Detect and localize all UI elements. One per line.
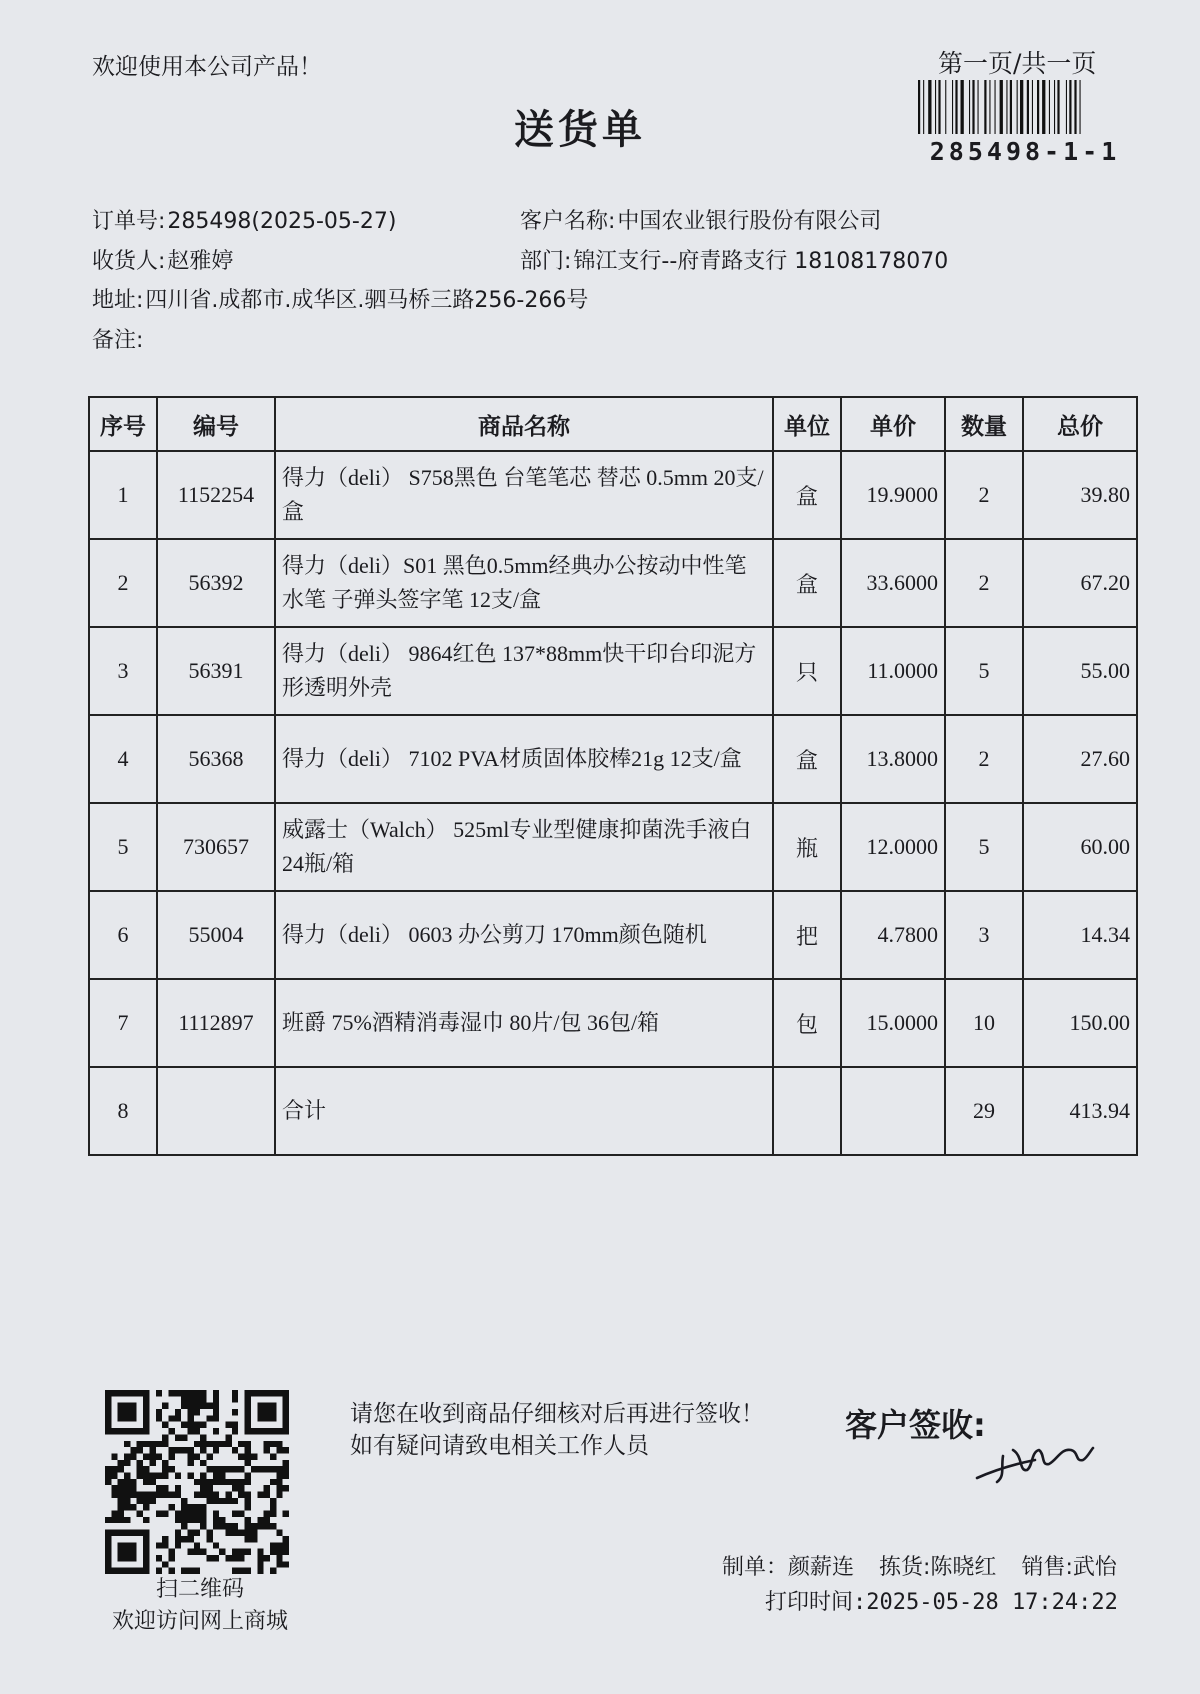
cell-code: 56368 bbox=[157, 715, 275, 803]
staff-line bbox=[722, 1550, 1135, 1581]
cell-unit: 把 bbox=[773, 891, 841, 979]
header-unit-price: 单价 bbox=[841, 397, 945, 451]
cell-total-quantity: 29 bbox=[945, 1067, 1023, 1155]
cell-index: 4 bbox=[89, 715, 157, 803]
cell-index: 5 bbox=[89, 803, 157, 891]
receiver-field bbox=[92, 244, 233, 275]
address-label: 地址: bbox=[92, 288, 144, 313]
cell-product-name: 得力（deli）S01 黑色0.5mm经典办公按动中性笔水笔 子弹头签字笔 12支/盒 bbox=[275, 539, 773, 627]
cell-unit: 瓶 bbox=[773, 803, 841, 891]
cell-code: 56392 bbox=[157, 539, 275, 627]
cell-total-price: 27.60 bbox=[1023, 715, 1137, 803]
page-number: 第一页/共一页 bbox=[938, 49, 1097, 78]
remark-label: 备注: bbox=[92, 328, 144, 353]
barcode-number: 285498-1-1 bbox=[929, 137, 1121, 166]
cell-unit-price: 15.0000 bbox=[841, 979, 945, 1067]
cell-unit: 只 bbox=[773, 627, 841, 715]
cell-unit-price: 11.0000 bbox=[841, 627, 945, 715]
table-row bbox=[89, 451, 1137, 539]
cell-product-name: 威露士（Walch） 525ml专业型健康抑菌洗手液白 24瓶/箱 bbox=[275, 803, 773, 891]
handwritten-signature bbox=[975, 1420, 1095, 1490]
cell-unit: 盒 bbox=[773, 715, 841, 803]
customer-name-field bbox=[520, 204, 881, 235]
cell-code: 55004 bbox=[157, 891, 275, 979]
barcode-image bbox=[918, 80, 1130, 134]
cell-product-name: 得力（deli） 7102 PVA材质固体胶棒21g 12支/盒 bbox=[275, 715, 773, 803]
table-row bbox=[89, 979, 1137, 1067]
cell-index: 3 bbox=[89, 627, 157, 715]
department-field bbox=[520, 244, 948, 275]
cell-grand-total: 413.94 bbox=[1023, 1067, 1137, 1155]
remark-field bbox=[92, 323, 145, 354]
cell-quantity: 2 bbox=[945, 451, 1023, 539]
qr-caption-visit: 欢迎访问网上商城 bbox=[111, 1608, 288, 1634]
cell-product-name: 得力（deli） S758黑色 台笔笔芯 替芯 0.5mm 20支/盒 bbox=[275, 451, 773, 539]
items-table bbox=[88, 396, 1138, 1156]
cell-quantity: 10 bbox=[945, 979, 1023, 1067]
cell-index: 2 bbox=[89, 539, 157, 627]
cell-unit bbox=[773, 1067, 841, 1155]
table-header-row bbox=[89, 397, 1137, 451]
greeting-text: 欢迎使用本公司产品！ bbox=[92, 54, 322, 80]
cell-code: 730657 bbox=[157, 803, 275, 891]
picked-by: 拣货:陈晓红 bbox=[879, 1555, 997, 1580]
made-by: 制单：颜薪连 bbox=[722, 1555, 855, 1580]
sales-person: 销售:武怡 bbox=[1021, 1555, 1117, 1580]
department-label: 部门: bbox=[520, 249, 572, 274]
cell-total-price: 55.00 bbox=[1023, 627, 1137, 715]
cell-total-price: 14.34 bbox=[1023, 891, 1137, 979]
cell-total-price: 60.00 bbox=[1023, 803, 1137, 891]
table-row bbox=[89, 539, 1137, 627]
document-title: 送货单 bbox=[514, 107, 646, 153]
cell-total-price: 150.00 bbox=[1023, 979, 1137, 1067]
cell-unit: 包 bbox=[773, 979, 841, 1067]
customer-signature-label: 客户签收: bbox=[845, 1406, 986, 1444]
order-number-field bbox=[92, 204, 396, 235]
cell-unit: 盒 bbox=[773, 539, 841, 627]
customer-name-label: 客户名称: bbox=[520, 209, 616, 234]
cell-total-price: 39.80 bbox=[1023, 451, 1137, 539]
cell-index: 8 bbox=[89, 1067, 157, 1155]
cell-quantity: 2 bbox=[945, 539, 1023, 627]
table-row bbox=[89, 715, 1137, 803]
header-code: 编号 bbox=[157, 397, 275, 451]
table-row bbox=[89, 803, 1137, 891]
cell-unit-price bbox=[841, 1067, 945, 1155]
cell-quantity: 5 bbox=[945, 627, 1023, 715]
cell-product-name: 得力（deli） 0603 办公剪刀 170mm颜色随机 bbox=[275, 891, 773, 979]
address-value: 四川省.成都市.成华区.驷马桥三路256-266号 bbox=[145, 288, 589, 313]
cell-unit-price: 13.8000 bbox=[841, 715, 945, 803]
cell-unit-price: 4.7800 bbox=[841, 891, 945, 979]
cell-code: 1152254 bbox=[157, 451, 275, 539]
cell-code bbox=[157, 1067, 275, 1155]
header-unit: 单位 bbox=[773, 397, 841, 451]
department-value: 锦江支行--府青路支行 18108178070 bbox=[573, 249, 949, 274]
qr-caption bbox=[70, 1574, 330, 1638]
cell-unit-price: 12.0000 bbox=[841, 803, 945, 891]
address-field bbox=[92, 283, 588, 314]
table-total-row bbox=[89, 1067, 1137, 1155]
cell-code: 56391 bbox=[157, 627, 275, 715]
cell-product-name: 班爵 75%酒精消毒湿巾 80片/包 36包/箱 bbox=[275, 979, 773, 1067]
customer-name-value: 中国农业银行股份有限公司 bbox=[617, 209, 882, 234]
qr-caption-scan: 扫二维码 bbox=[155, 1577, 244, 1602]
qr-code-image bbox=[105, 1390, 289, 1574]
cell-unit-price: 33.6000 bbox=[841, 539, 945, 627]
header-total-price: 总价 bbox=[1023, 397, 1137, 451]
cell-code: 1112897 bbox=[157, 979, 275, 1067]
header-index: 序号 bbox=[89, 397, 157, 451]
cell-quantity: 2 bbox=[945, 715, 1023, 803]
cell-index: 1 bbox=[89, 451, 157, 539]
cell-unit: 盒 bbox=[773, 451, 841, 539]
table-row bbox=[89, 627, 1137, 715]
notice-text: 请您在收到商品仔细核对后再进行签收！如有疑问请致电相关工作人员 bbox=[350, 1401, 764, 1460]
receiver-value: 赵雅婷 bbox=[167, 249, 234, 274]
cell-unit-price: 19.9000 bbox=[841, 451, 945, 539]
cell-total-label: 合计 bbox=[275, 1067, 773, 1155]
cell-quantity: 5 bbox=[945, 803, 1023, 891]
order-number-value: 285498(2025-05-27) bbox=[167, 209, 397, 234]
cell-product-name: 得力（deli） 9864红色 137*88mm快干印台印泥方形透明外壳 bbox=[275, 627, 773, 715]
receiver-label: 收货人: bbox=[92, 249, 166, 274]
cell-total-price: 67.20 bbox=[1023, 539, 1137, 627]
cell-index: 7 bbox=[89, 979, 157, 1067]
cell-quantity: 3 bbox=[945, 891, 1023, 979]
table-row bbox=[89, 891, 1137, 979]
header-quantity: 数量 bbox=[945, 397, 1023, 451]
order-number-label: 订单号: bbox=[92, 209, 166, 234]
print-time: 打印时间:2025-05-28 17:24:22 bbox=[765, 1590, 1118, 1615]
header-product-name: 商品名称 bbox=[275, 397, 773, 451]
cell-index: 6 bbox=[89, 891, 157, 979]
